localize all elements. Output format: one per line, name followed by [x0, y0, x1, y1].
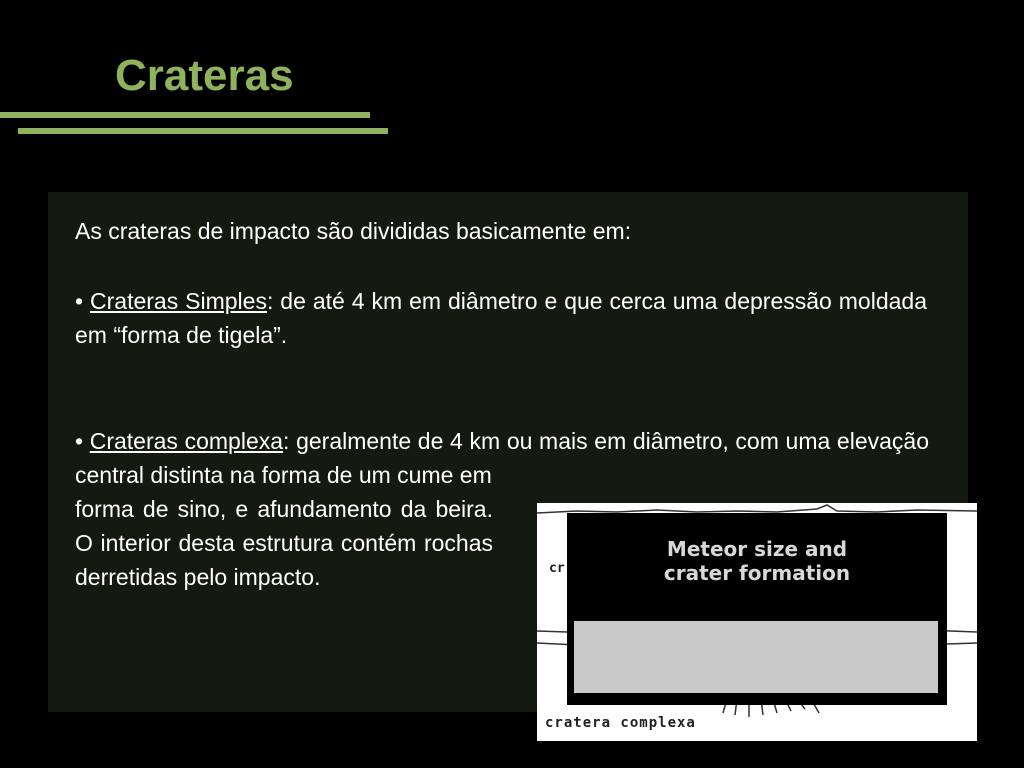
bullet-term: Crateras Simples: [90, 288, 267, 314]
title-underline-2: [18, 128, 388, 134]
slide-title: Crateras: [115, 51, 294, 100]
bullet-text: : de até 4 km em diâmetro e que cerca uma depressão moldada em “forma de tigela”.: [75, 288, 927, 348]
video-title: [567, 537, 947, 585]
bullet-text: : geralmente de 4 km ou mais em diâmetro, com uma elevação central distinta na forma de um cume em: [75, 428, 930, 488]
bullet-term: Crateras complexa: [89, 428, 284, 454]
bullet-marker: •: [75, 288, 84, 314]
crater-diagram-figure: [537, 503, 977, 741]
diagram-label-complex-crater: cratera complexa: [545, 715, 696, 731]
video-overlay[interactable]: [567, 513, 947, 705]
bullet-complex-continuation: forma de sino, e afundamento da beira. O interior desta estrutura contém rochas derretidas pelo impacto.: [75, 496, 493, 590]
video-title-line-1: Meteor size and: [666, 537, 848, 561]
intro-text: As crateras de impacto são divididas basicamente em:: [75, 218, 632, 244]
bullet-marker: •: [75, 428, 84, 454]
video-ground-layer: [574, 621, 938, 693]
bullet-simple-craters: [75, 284, 927, 352]
title-underline-1: [0, 112, 370, 118]
bullet-complex-craters: [75, 424, 929, 492]
diagram-label-partial: cr: [549, 561, 565, 576]
video-title-line-2: crater formation: [663, 561, 851, 585]
